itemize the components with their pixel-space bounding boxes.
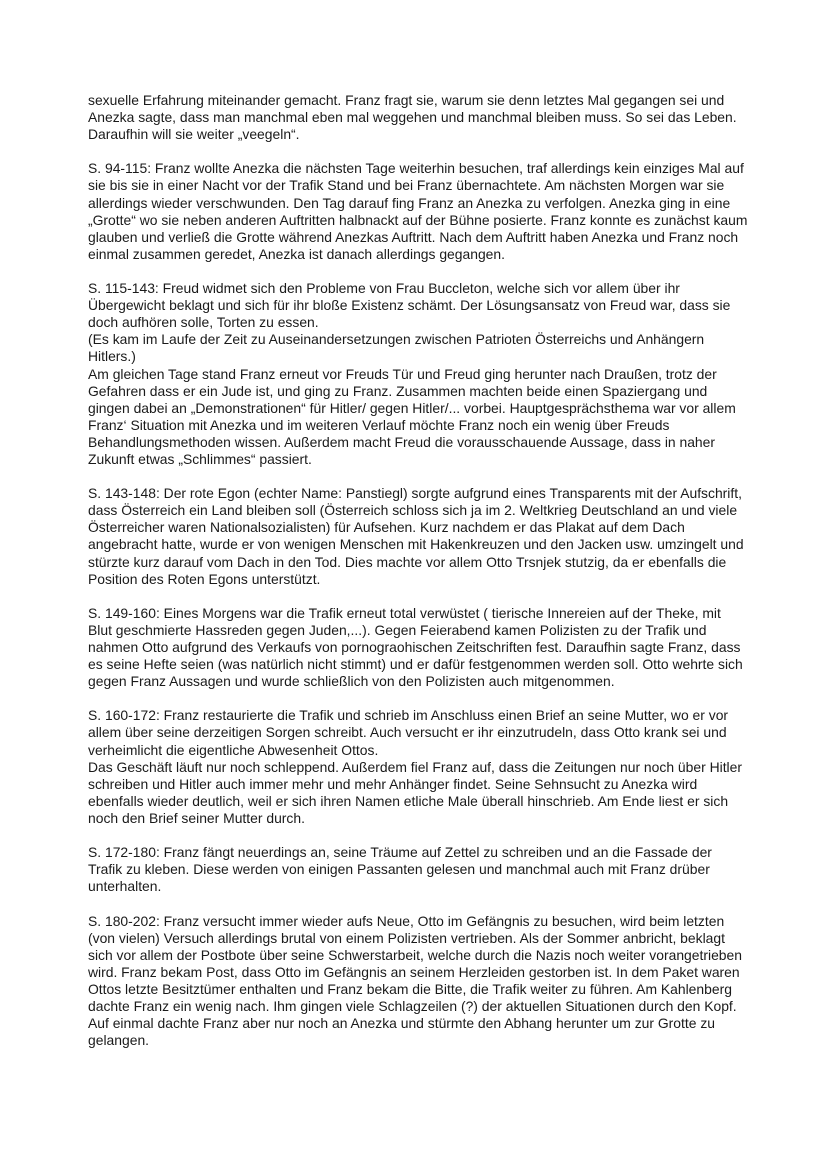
paragraph-s115-143: S. 115-143: Freud widmet sich den Probleme von Frau Buccleton, welche sich vor allem über ihr Übergewicht beklagt und sich für ihr bloße Existenz schämt. Der Lösungsansatz von Freud war, dass sie doch aufhören solle, Torten zu essen. (Es kam im Laufe der Zeit zu Auseinandersetzungen zwischen Patrioten Österreichs und Anhängern Hitlers.) Am gleichen Tage stand Franz erneut vor Freuds Tür und Freud ging herunter nach Draußen, trotz der Gefahren dass er ein Jude ist, und ging zu Franz. Zusammen machten beide einen Spaziergang und gingen dabei an „Demonstrationen“ für Hitler/ gegen Hitler/... vorbei. Hauptgesprächsthema war vor allem Franz‘ Situation mit Anezka und im weiteren Verlauf möchte Franz noch ein wenig über Freuds Behandlungsmethoden wissen. Außerdem macht Freud die vorausschauende Aussage, dass in naher Zukunft etwas „Schlimmes“ passiert. — [88, 280, 736, 467]
paragraph-s94-115: S. 94-115: Franz wollte Anezka die nächsten Tage weiterhin besuchen, traf allerdings kein einziges Mal auf sie bis sie in einer Nacht vor der Trafik Stand und bei Franz übernachtete. Am nächsten Morgen war sie allerdings wieder verschwunden. Den Tag darauf fing Franz an Anezka zu verfolgen. Anezka ging in eine „Grotte“ wo sie neben anderen Auftritten halbnackt auf der Bühne posierte. Franz konnte es zunächst kaum glauben und verließ die Grotte während Anezkas Auftritt. Nach dem Auftritt haben Anezka und Franz noch einmal zusammen geredet, Anezka ist danach allerdings gegangen. — [88, 160, 748, 262]
paragraph-s180-202: S. 180-202: Franz versucht immer wieder aufs Neue, Otto im Gefängnis zu besuchen, wird beim letzten (von vielen) Versuch allerdings brutal von einem Polizisten vertrieben. Als der Sommer anbricht, beklagt sich vor allem der Postbote über seine Schwerstarbeit, welche durch die Nazis noch weiter vorangetrieben wird. Franz bekam Post, dass Otto im Gefängnis an seinem Herzleiden gestorben ist. In dem Paket waren Ottos letzte Besitztümer enthalten und Franz bekam die Bitte, die Trafik weiter zu führen. Am Kahlenberg dachte Franz ein wenig nach. Ihm gingen viele Schlagzeilen (?) der aktuellen Situationen durch den Kopf. Auf einmal dachte Franz aber nur noch an Anezka und stürmte den Abhang herunter um zur Grotte zu gelangen. — [88, 912, 742, 1049]
paragraph-s149-160: S. 149-160: Eines Morgens war die Trafik erneut total verwüstet ( tierische Innereien auf der Theke, mit Blut geschmierte Hassreden gegen Juden,...). Gegen Feierabend kamen Polizisten zu der Trafik und nahmen Otto aufgrund des Verkaufs von pornograohischen Zeitschriften fest. Daraufhin sagte Franz, dass es seine Hefte seien (was natürlich nicht stimmt) und er dafür festgenommen werden soll. Otto wehrte sich gegen Franz Aussagen und wurde schließlich von den Polizisten auch mitgenommen. — [88, 604, 743, 690]
paragraph-s143-148: S. 143-148: Der rote Egon (echter Name: Panstiegl) sorgte aufgrund eines Transparents mit der Aufschrift, dass Österreich ein Land bleiben soll (Österreich schloss sich ja im 2. Weltkrieg Deutschland an und viele Österreicher waren Nationalsozialisten) für Aufsehen. Kurz nachdem er das Plakat auf dem Dach angebracht hatte, wurde er von wenigen Menschen mit Hakenkreuzen und den Jacken usw. umzingelt und stürzte kurz darauf vom Dach in den Tod. Dies machte vor allem Otto Trsnjek stutzig, da er ebenfalls die Position des Roten Egons unterstützt. — [88, 485, 744, 587]
paragraph-intro: sexuelle Erfahrung miteinander gemacht. Franz fragt sie, warum sie denn letztes Mal gegangen sei und Anezka sagte, dass man manchmal eben mal weggehen und manchmal bleiben muss. So sei das Leben. Daraufhin will sie weiter „veegeln“. — [88, 92, 737, 143]
paragraph-s172-180: S. 172-180: Franz fängt neuerdings an, seine Träume auf Zettel zu schreiben und an die Fassade der Trafik zu kleben. Diese werden von einigen Passanten gelesen und manchmal auch mit Franz drüber unterhalten. — [88, 844, 712, 895]
paragraph-s160-172: S. 160-172: Franz restaurierte die Trafik und schrieb im Anschluss einen Brief an seine Mutter, wo er vor allem über seine derzeitigen Sorgen schreibt. Auch versucht er ihr einzutrudeln, dass Otto krank sei und verheimlicht die eigentliche Abwesenheit Ottos. Das Geschäft läuft nur noch schleppend. Außerdem fiel Franz auf, dass die Zeitungen nur noch über Hitler schreiben und Hitler auch immer mehr und mehr Anhänger findet. Seine Sehnsucht zu Anezka wird ebenfalls wieder deutlich, weil er sich ihren Namen etliche Male überall hinschrieb. Am Ende liest er sich noch den Brief seiner Mutter durch. — [88, 707, 742, 826]
document-page — [88, 92, 748, 1066]
